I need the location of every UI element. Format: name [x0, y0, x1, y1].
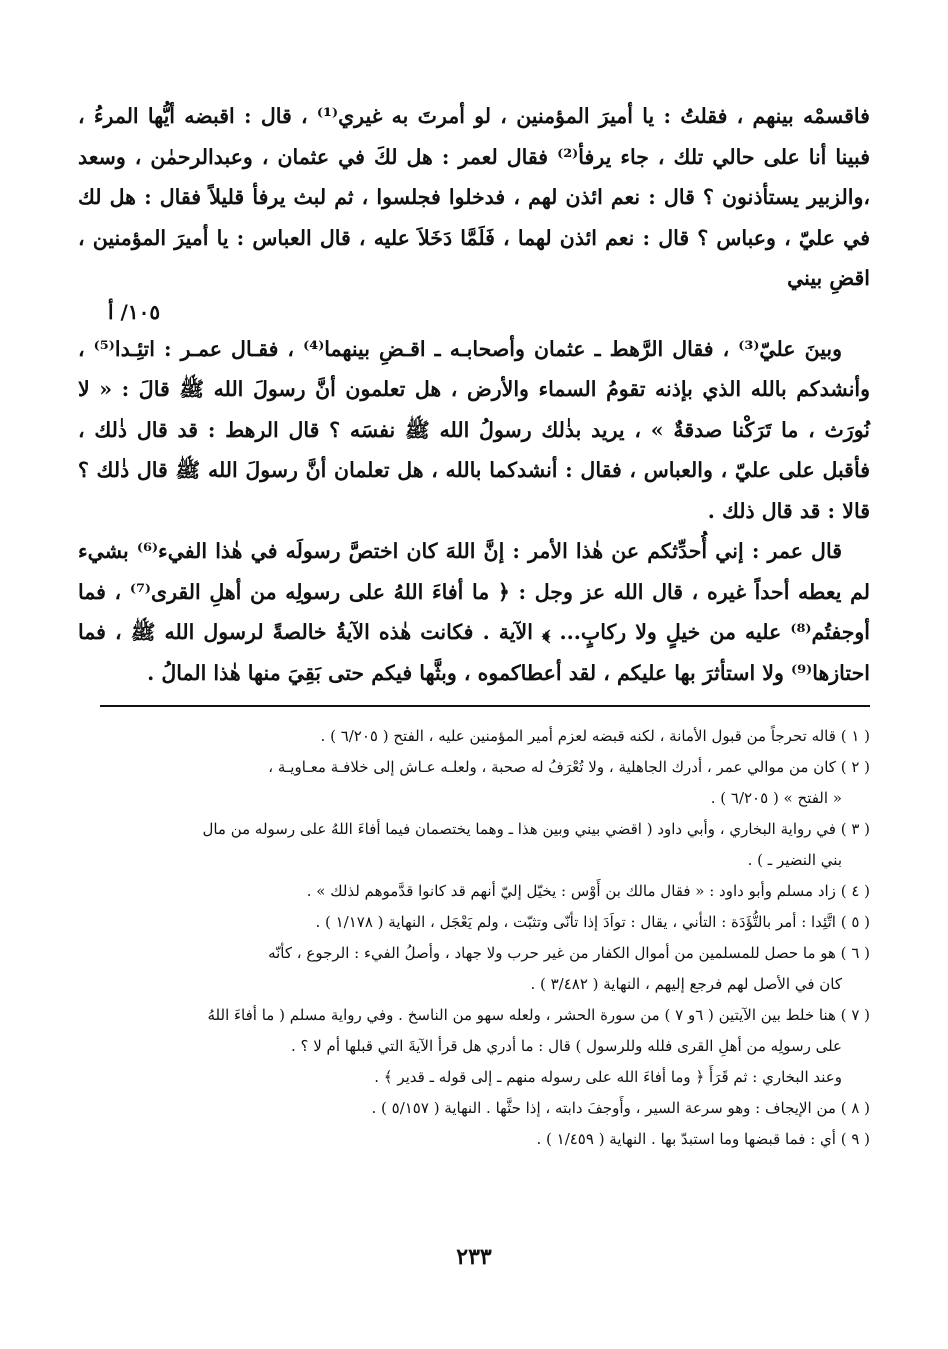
footnote-4: ( ٤ ) زاد مسلم وأبو داود : « فقال مالك بن أَوْس : يخيّل إليّ أنهم قد كانوا قدَّموهم لذلك » .: [306, 882, 870, 900]
footnote-3: ( ٣ ) في رواية البخاري ، وأبي داود ( اقضي بيني وبين هذا ـ وهما يختصمان فيما أفاءَ اللهُ على رسوله من مال: [202, 820, 870, 838]
footnote-7-continuation: على رسولِه من أهلِ القرى فلله وللرسول ) قال : ما أدري هل قرأ الآيةَ التي قبلها أم لا ؟ .: [290, 1037, 842, 1055]
footnote-6-continuation: كان في الأصل لهم فرجع إليهم ، النهاية ( ٣/٤٨٢ ) .: [530, 975, 842, 993]
footnote-separator: [100, 705, 870, 707]
footnote-5: ( ٥ ) اتَّئِدا : أمر بالتُّؤَدَة : التأني ، يقال : تواَدَ إذا تأنّى وتثبّت ، ولم يَعْجَل ، النهاية ( ١/١٧٨ ) .: [315, 913, 870, 931]
footnote-7-note: وعند البخاري : ثم قَرَأَ ﴿ وما أفاءَ الله على رسوله منهم ـ إلى قوله ـ قدير ﴾ .: [374, 1068, 842, 1086]
footnote-1: ( ١ ) قاله تحرجاً من قبول الأمانة ، لكنه قبضه لعزم أمير المؤمنين عليه ، الفتح ( ٦/٢٠٥ ) .: [320, 727, 870, 745]
main-text: [78, 96, 870, 693]
footnote-7: ( ٧ ) هنا خلط بين الآيتين ( ٦و ٧ ) من سورة الحشر ، ولعله سهو من الناسخ . وفي رواية مسلم ( ما أفاءَ اللهُ: [207, 1006, 870, 1024]
page-number: ٢٣٣: [456, 1244, 492, 1270]
footnote-3-continuation: بني النضير ـ ) .: [747, 851, 842, 869]
paragraph-2: وبينَ عليّ⁽³⁾ ، فقال الرَّهط ـ عثمان وأصحابـه ـ اقـضِ بينهما⁽⁴⁾ ، فقـال عمـر : اتئِـدا⁽⁵⁾ ، وأنشدكم بالله الذي بإذنه تقومُ السماء والأرض ، هل تعلمون أنَّ رسولَ الله ﷺ قالَ : « لا نُورَث ، ما تَرَكْنا صدقةٌ » ، يريد بذٰلك رسولُ الله ﷺ نفسَه ؟ قال الرهط : قد قال ذٰلك ، فأقبل على عليّ ، والعباس ، فقال : أنشدكما بالله ، هل تعلمان أنَّ رسولَ الله ﷺ قال ذٰلك ؟ قالا : قد قال ذلك .: [78, 336, 870, 523]
paragraph-1: فاقسمْه بينهم ، فقلتُ : يا أميرَ المؤمنين ، لو أمرتَ به غيري⁽¹⁾ ، قال : اقبضه أيُّها المرءُ ، فبينا أنا على حالي تلك ، جاء يرفأ⁽²⁾ فقال لعمر : هل لكَ في عثمان ، وعبدالرحمٰن ، وسعد ،والزبير يستأذنون ؟ قال : نعم ائذن لهم ، فدخلوا فجلسوا ، ثم لبث يرفأ قليلاً فقال : هل لك في عليّ ، وعباس ؟ قال : نعم ائذن لهما ، فَلَمَّا دَخَلاَ عليه ، قال العباس : يا أميرَ المؤمنين ، اقضِ بيني: [78, 104, 870, 290]
footnote-2-continuation: « الفتح » ( ٦/٢٠٥ ) .: [710, 789, 842, 807]
footnote-2: ( ٢ ) كان من موالي عمر ، أدرك الجاهلية ، ولا تُعْرَفُ له صحبة ، ولعلـه عـاش إلى خلافـة معـاويـة ،: [268, 758, 870, 776]
folio-marker: ١٠٥/ أ: [108, 299, 161, 324]
paragraph-3: قال عمر : إني أُحدِّثكم عن هٰذا الأمر : إنَّ اللهَ كان اختصَّ رسولَه في هٰذا الفيء⁽⁶⁾ بشيء لم يعطه أحداً غيره ، قال الله عز وجل : ﴿ ما أفاءَ اللهُ على رسولِه من أهلِ القرى⁽⁷⁾ ، فما أوجفتُم⁽⁸⁾ عليه من خيلٍ ولا ركابٍ... ﴾ الآية . فكانت هٰذه الآيةُ خالصةً لرسول الله ﷺ ، فما احتازها⁽⁹⁾ ولا استأثرَ بها عليكم ، لقد أعطاكموه ، وبثَّها فيكم حتى بَقِيَ منها هٰذا المالُ .: [78, 539, 870, 685]
footnote-8: ( ٨ ) من الإيجاف : وهو سرعة السير ، وأَوجفَ دابته ، إذا حثَّها . النهاية ( ٥/١٥٧ ) .: [371, 1099, 870, 1117]
footnote-6: ( ٦ ) هو ما حصل للمسلمين من أموال الكفار من غير حرب ولا جهاد ، وأصلُ الفيء : الرجوع ، كأنّه: [268, 944, 870, 962]
footnote-9: ( ٩ ) أي : فما قبضها وما استبدّ بها . النهاية ( ١/٤٥٩ ) .: [536, 1130, 870, 1148]
footnotes: [78, 721, 870, 1155]
